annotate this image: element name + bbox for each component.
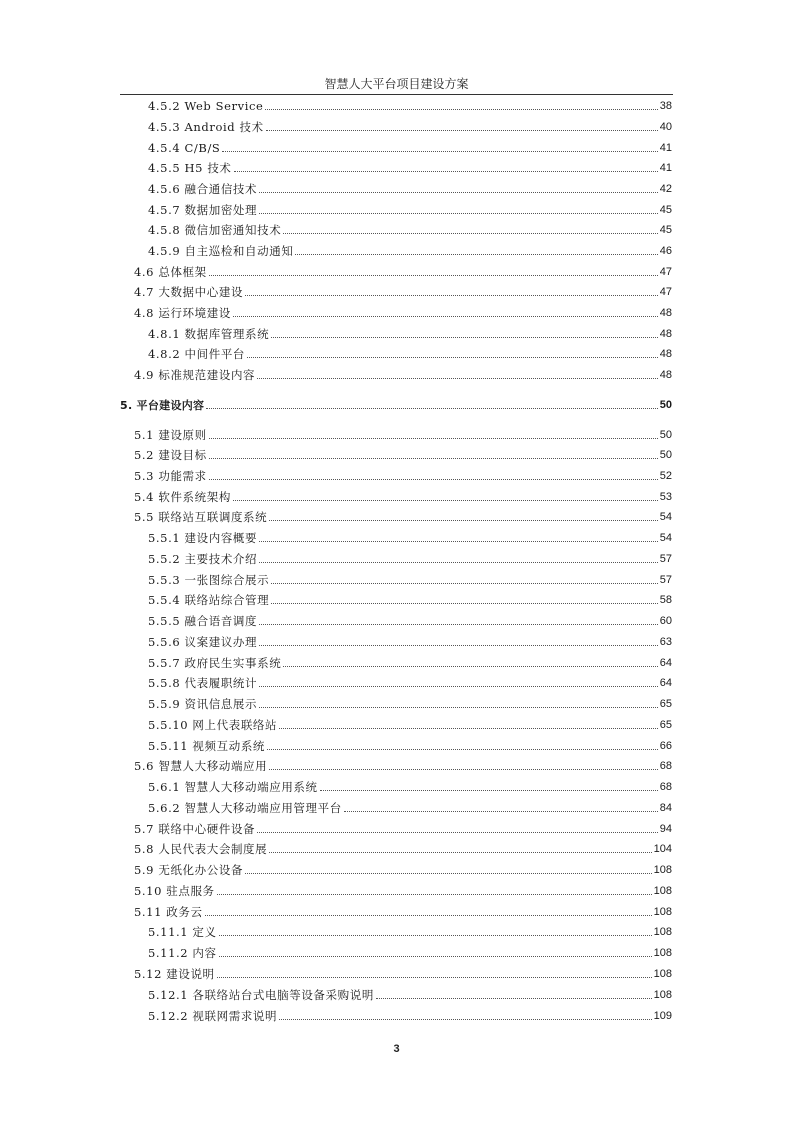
toc-leader-dots (233, 316, 658, 317)
toc-entry-label: 5.8 人民代表大会制度展 (134, 842, 268, 856)
toc-entry[interactable] (148, 140, 672, 156)
toc-leader-dots (234, 171, 658, 172)
toc-entry-page: 57 (659, 553, 672, 565)
toc-entry[interactable] (148, 551, 672, 567)
toc-entry-label: 5.9 无纸化办公设备 (134, 863, 244, 877)
toc-entry-label: 4.6 总体框架 (134, 265, 207, 279)
toc-entry-page: 45 (659, 224, 672, 236)
toc-entry[interactable] (148, 738, 672, 754)
toc-entry[interactable] (134, 862, 672, 878)
toc-entry[interactable] (148, 202, 672, 218)
toc-entry-page: 68 (659, 781, 672, 793)
toc-leader-dots (259, 192, 658, 193)
toc-entry-label: 5.6.1 智慧人大移动端应用系统 (148, 780, 318, 794)
toc-entry-label: 5. 平台建设内容 (120, 399, 205, 412)
toc-entry[interactable] (148, 346, 672, 362)
toc-entry-page: 47 (659, 286, 672, 298)
toc-entry[interactable] (148, 326, 672, 342)
toc-entry-page: 108 (653, 989, 672, 1001)
toc-entry-page: 38 (659, 100, 672, 112)
toc-leader-dots (271, 583, 658, 584)
toc-leader-dots (320, 790, 658, 791)
toc-leader-dots (217, 977, 652, 978)
toc-entry-page: 50 (659, 429, 672, 441)
toc-entry-label: 5.1 建设原则 (134, 428, 207, 442)
toc-entry-page: 46 (659, 245, 672, 257)
toc-entry[interactable] (148, 634, 672, 650)
toc-leader-dots (267, 749, 658, 750)
toc-entry-page: 57 (659, 574, 672, 586)
toc-entry-page: 48 (659, 328, 672, 340)
toc-leader-dots (205, 915, 652, 916)
toc-entry-page: 50 (659, 399, 672, 411)
toc-entry-page: 54 (659, 532, 672, 544)
toc-entry[interactable] (148, 530, 672, 546)
toc-entry-page: 48 (659, 369, 672, 381)
toc-entry-label: 4.5.3 Android 技术 (148, 120, 264, 134)
toc-entry-page: 84 (659, 802, 672, 814)
toc-entry[interactable] (134, 758, 672, 774)
toc-entry-page: 108 (653, 864, 672, 876)
toc-leader-dots (259, 541, 658, 542)
toc-entry[interactable] (148, 222, 672, 238)
toc-entry[interactable] (148, 243, 672, 259)
toc-entry-page: 64 (659, 657, 672, 669)
toc-leader-dots (344, 811, 658, 812)
toc-leader-dots (219, 956, 652, 957)
toc-leader-dots (271, 603, 658, 604)
toc-leader-dots (259, 624, 658, 625)
toc-entry-label: 5.6 智慧人大移动端应用 (134, 759, 268, 773)
toc-entry-label: 4.5.2 Web Service (148, 99, 264, 113)
toc-leader-dots (245, 295, 658, 296)
toc-entry-label: 5.5.1 建设内容概要 (148, 531, 258, 545)
toc-entry-page: 64 (659, 677, 672, 689)
toc-entry-page: 47 (659, 266, 672, 278)
toc-leader-dots (265, 109, 657, 110)
toc-leader-dots (259, 707, 658, 708)
toc-entry[interactable] (134, 509, 672, 525)
toc-entry-label: 5.5.9 资讯信息展示 (148, 697, 258, 711)
toc-leader-dots (259, 686, 658, 687)
toc-entry[interactable] (148, 675, 672, 691)
toc-entry-page: 108 (653, 885, 672, 897)
toc-leader-dots (269, 769, 658, 770)
toc-entry[interactable] (134, 821, 672, 837)
toc-leader-dots (279, 1019, 652, 1020)
toc-entry[interactable] (134, 904, 672, 920)
toc-entry[interactable] (148, 800, 672, 816)
toc-entry-label: 5.5.8 代表履职统计 (148, 676, 258, 690)
toc-entry-label: 5.10 驻点服务 (134, 884, 215, 898)
toc-entry-label: 5.2 建设目标 (134, 448, 207, 462)
toc-entry[interactable] (148, 655, 672, 671)
toc-entry[interactable] (148, 696, 672, 712)
toc-entry-page: 104 (653, 843, 672, 855)
toc-leader-dots (269, 520, 658, 521)
toc-entry-label: 4.7 大数据中心建设 (134, 285, 244, 299)
toc-entry-label: 5.12.2 视联网需求说明 (148, 1009, 278, 1023)
toc-entry-label: 5.5.5 融合语音调度 (148, 614, 258, 628)
toc-leader-dots (271, 337, 658, 338)
toc-entry[interactable] (148, 924, 672, 940)
toc-entry[interactable] (148, 119, 672, 135)
toc-entry[interactable] (134, 447, 672, 463)
toc-leader-dots (209, 438, 658, 439)
page-number: 3 (393, 1043, 400, 1055)
toc-entry[interactable] (134, 264, 672, 280)
toc-entry-page: 108 (653, 947, 672, 959)
toc-entry-page: 52 (659, 470, 672, 482)
toc-entry[interactable] (148, 181, 672, 197)
toc-leader-dots (247, 357, 658, 358)
toc-entry-page: 108 (653, 968, 672, 980)
toc-entry-page: 41 (659, 142, 672, 154)
toc-entry-label: 4.5.4 C/B/S (148, 141, 221, 155)
toc-leader-dots (257, 832, 658, 833)
toc-entry-page: 65 (659, 698, 672, 710)
toc-entry[interactable] (148, 1008, 672, 1024)
toc-entry-label: 5.5.6 议案建议办理 (148, 635, 258, 649)
toc-entry[interactable] (120, 397, 672, 413)
toc-entry[interactable] (148, 98, 672, 114)
toc-entry-page: 53 (659, 491, 672, 503)
toc-leader-dots (209, 275, 658, 276)
toc-entry-page: 48 (659, 307, 672, 319)
toc-entry[interactable] (134, 883, 672, 899)
toc-entry-page: 108 (653, 906, 672, 918)
toc-leader-dots (217, 894, 652, 895)
toc-entry[interactable] (148, 592, 672, 608)
toc-entry-label: 4.8.2 中间件平台 (148, 347, 246, 361)
toc-leader-dots (257, 378, 658, 379)
toc-entry[interactable] (148, 160, 672, 176)
toc-leader-dots (209, 479, 658, 480)
toc-entry-label: 4.8.1 数据库管理系统 (148, 327, 270, 341)
toc-leader-dots (266, 130, 658, 131)
toc-entry-page: 40 (659, 121, 672, 133)
toc-entry[interactable] (148, 987, 672, 1003)
toc-entry[interactable] (148, 945, 672, 961)
toc-entry-label: 5.5.10 网上代表联络站 (148, 718, 278, 732)
toc-entry-page: 42 (659, 183, 672, 195)
toc-leader-dots (259, 213, 658, 214)
toc-entry-label: 5.5 联络站互联调度系统 (134, 510, 268, 524)
toc-entry-label: 5.6.2 智慧人大移动端应用管理平台 (148, 801, 342, 815)
toc-entry-label: 5.5.11 视频互动系统 (148, 739, 266, 753)
toc-entry[interactable] (134, 489, 672, 505)
toc-entry-label: 5.7 联络中心硬件设备 (134, 822, 256, 836)
toc-entry-label: 4.5.9 自主巡检和自动通知 (148, 244, 294, 258)
toc-entry-label: 5.5.3 一张图综合展示 (148, 573, 270, 587)
toc-entry[interactable] (134, 367, 672, 383)
toc-entry-label: 4.9 标准规范建设内容 (134, 368, 256, 382)
toc-entry-page: 45 (659, 204, 672, 216)
toc-entry[interactable] (148, 613, 672, 629)
toc-leader-dots (376, 998, 652, 999)
toc-entry-page: 63 (659, 636, 672, 648)
toc-leader-dots (269, 852, 651, 853)
toc-leader-dots (233, 500, 658, 501)
page-header-title: 智慧人大平台项目建设方案 (324, 77, 469, 91)
toc-entry-page: 54 (659, 511, 672, 523)
toc-entry[interactable] (148, 717, 672, 733)
toc-leader-dots (283, 233, 657, 234)
toc-leader-dots (295, 254, 657, 255)
toc-entry-page: 50 (659, 449, 672, 461)
toc-entry[interactable] (134, 427, 672, 443)
toc-entry-page: 60 (659, 615, 672, 627)
toc-entry-page: 48 (659, 348, 672, 360)
toc-entry[interactable] (134, 841, 672, 857)
toc-entry[interactable] (134, 284, 672, 300)
toc-leader-dots (259, 562, 658, 563)
toc-entry[interactable] (134, 966, 672, 982)
toc-entry[interactable] (134, 305, 672, 321)
toc-entry-label: 5.12.1 各联络站台式电脑等设备采购说明 (148, 988, 374, 1002)
toc-entry[interactable] (148, 572, 672, 588)
toc-entry-page: 94 (659, 823, 672, 835)
toc-entry-page: 108 (653, 926, 672, 938)
toc-entry-label: 4.5.5 H5 技术 (148, 161, 232, 175)
toc-entry[interactable] (148, 779, 672, 795)
toc-entry-label: 5.11.2 内容 (148, 946, 217, 960)
toc-entry-page: 109 (653, 1010, 672, 1022)
toc-entry-label: 5.3 功能需求 (134, 469, 207, 483)
toc-leader-dots (222, 151, 657, 152)
toc-entry-label: 5.11 政务云 (134, 905, 203, 919)
toc-entry-label: 5.12 建设说明 (134, 967, 215, 981)
toc-entry-label: 5.5.4 联络站综合管理 (148, 593, 270, 607)
toc-entry-page: 41 (659, 162, 672, 174)
toc-entry-label: 5.4 软件系统架构 (134, 490, 231, 504)
toc-entry-label: 5.11.1 定义 (148, 925, 217, 939)
toc-leader-dots (245, 873, 652, 874)
toc-leader-dots (259, 645, 658, 646)
toc-leader-dots (219, 935, 652, 936)
toc-entry-page: 66 (659, 740, 672, 752)
toc-entry-label: 4.5.7 数据加密处理 (148, 203, 258, 217)
toc-leader-dots (283, 666, 657, 667)
toc-entry-page: 58 (659, 594, 672, 606)
toc-leader-dots (209, 458, 658, 459)
toc-entry-page: 68 (659, 760, 672, 772)
toc-entry-label: 5.5.2 主要技术介绍 (148, 552, 258, 566)
toc-entry-label: 5.5.7 政府民生实事系统 (148, 656, 282, 670)
toc-leader-dots (206, 408, 657, 409)
toc-leader-dots (279, 728, 658, 729)
toc-entry-page: 65 (659, 719, 672, 731)
toc-entry-label: 4.5.6 融合通信技术 (148, 182, 258, 196)
toc-entry-label: 4.8 运行环境建设 (134, 306, 231, 320)
toc-entry-label: 4.5.8 微信加密通知技术 (148, 223, 282, 237)
toc-entry[interactable] (134, 468, 672, 484)
